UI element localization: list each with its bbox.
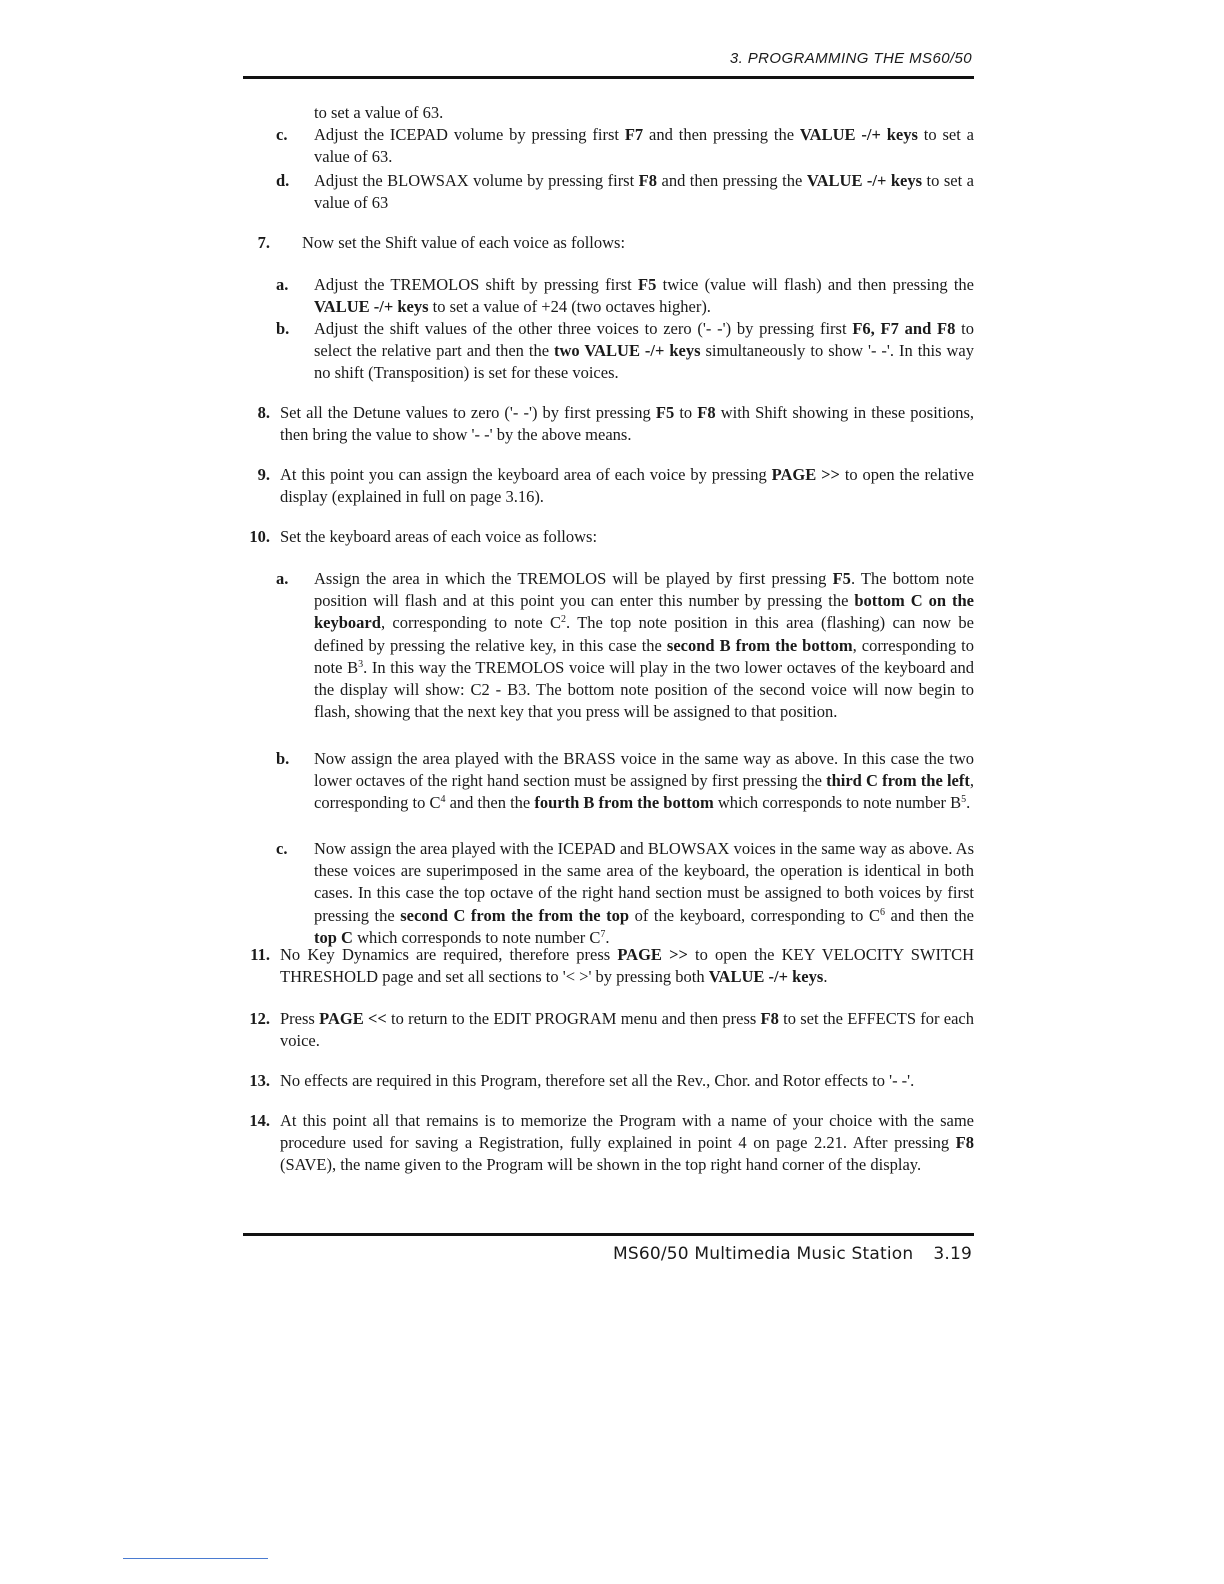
- item-label: b.: [276, 319, 290, 338]
- step-number: 10.: [249, 527, 270, 546]
- page-number: 3.19: [933, 1244, 972, 1264]
- item-text: Adjust the TREMOLOS shift by pressing first F5 twice (value will flash) and then pressing the VALUE -/+ keys to set a value of +24 (two octaves higher).: [314, 275, 975, 317]
- item-label: b.: [276, 749, 290, 768]
- item-text: Assign the area in which the TREMOLOS will be played by first pressing F5. The bottom note position will flash and at this point you can enter this number by pressing the bottom C on the keyboard, corresponding to note $C^2$. The top note position in this area (flashing) can now be defined by pressing the relative key, in this case the second B from the bottom, corresponding to note $B^3$. In this way the TREMOLOS voice will play in the two lower octaves of the keyboard and the display will show: C2 - B3. The bottom note position of the second voice will now begin to flash, showing that the next key that you press will be assigned to that position.: [314, 569, 975, 722]
- continuation-line: to set a value of 63.: [314, 103, 444, 122]
- footer-rule: [243, 1233, 974, 1236]
- item-label: c.: [276, 125, 288, 144]
- step-number: 7.: [257, 233, 270, 252]
- page-footer: [613, 1244, 972, 1264]
- step-number: 14.: [249, 1111, 270, 1130]
- step-number: 11.: [250, 945, 270, 964]
- step-text: Set the keyboard areas of each voice as follows:: [280, 527, 598, 546]
- item-text: Now assign the area played with the BRASS voice in the same way as above. In this case the two lower octaves of the right hand section must be assigned by first pressing the third C from the left, corresponding to $C^4$ and then the fourth B from the bottom which corresponds to note number $B^5$.: [314, 749, 974, 813]
- step-number: 12.: [249, 1009, 270, 1028]
- step-text: At this point you can assign the keyboard area of each voice by pressing PAGE >> to open the relative display (explained in full on page 3.16).: [280, 465, 974, 507]
- step-text: Now set the Shift value of each voice as follows:: [302, 233, 626, 252]
- scan-artifact-line: [123, 1558, 268, 1559]
- item-text: Now assign the area played with the ICEPAD and BLOWSAX voices in the same way as above. As these voices are superimposed in the same area of the keyboard, the operation is identical in both cases. In this case the top octave of the right hand section must be assigned to both voices by first pressing the second C from the from the top of the keyboard, corresponding to $C^6$ and then the top C which corresponds to note number $C^7$.: [314, 839, 974, 947]
- item-text: Adjust the BLOWSAX volume by pressing first F8 and then pressing the VALUE -/+ keys to set a value of 63: [314, 171, 974, 213]
- step-text: No Key Dynamics are required, therefore press PAGE >> to open the KEY VELOCITY SWITCH THRESHOLD page and set all sections to '< >' by pressing both VALUE -/+ keys.: [280, 945, 975, 987]
- footer-title: MS60/50 Multimedia Music Station: [612, 1244, 914, 1264]
- step-number: 8.: [257, 403, 270, 422]
- item-label: d.: [276, 171, 290, 190]
- item-text: Adjust the shift values of the other three voices to zero ('- -') by pressing first F6, F7 and F8 to select the relative part and then the two VALUE -/+ keys simultaneously to show '- -'. In this way no shift (Transposition) is set for these voices.: [314, 319, 974, 383]
- step-text: Press PAGE << to return to the EDIT PROGRAM menu and then press F8 to set the EFFECTS for each voice.: [280, 1009, 974, 1051]
- item-label: a.: [276, 569, 289, 588]
- item-text: Adjust the ICEPAD volume by pressing first F7 and then pressing the VALUE -/+ keys to set a value of 63.: [314, 125, 974, 167]
- step-text: No effects are required in this Program, therefore set all the Rev., Chor. and Rotor effects to '- -'.: [280, 1071, 915, 1090]
- step-number: 9.: [257, 465, 270, 484]
- running-head: 3. PROGRAMMING THE MS60/50: [729, 50, 972, 67]
- step-number: 13.: [249, 1071, 270, 1090]
- header-rule: [243, 76, 974, 79]
- step-text: Set all the Detune values to zero ('- -') by first pressing F5 to F8 with Shift showing in these positions, then bring the value to show '- -' by the above means.: [280, 403, 974, 445]
- step-text: At this point all that remains is to memorize the Program with a name of your choice with the same procedure used for saving a Registration, fully explained in point 4 on page 2.21. After pressing F8 (SAVE), the name given to the Program will be shown in the top right hand corner of the display.: [280, 1111, 974, 1175]
- item-label: a.: [276, 275, 289, 294]
- item-label: c.: [276, 839, 288, 858]
